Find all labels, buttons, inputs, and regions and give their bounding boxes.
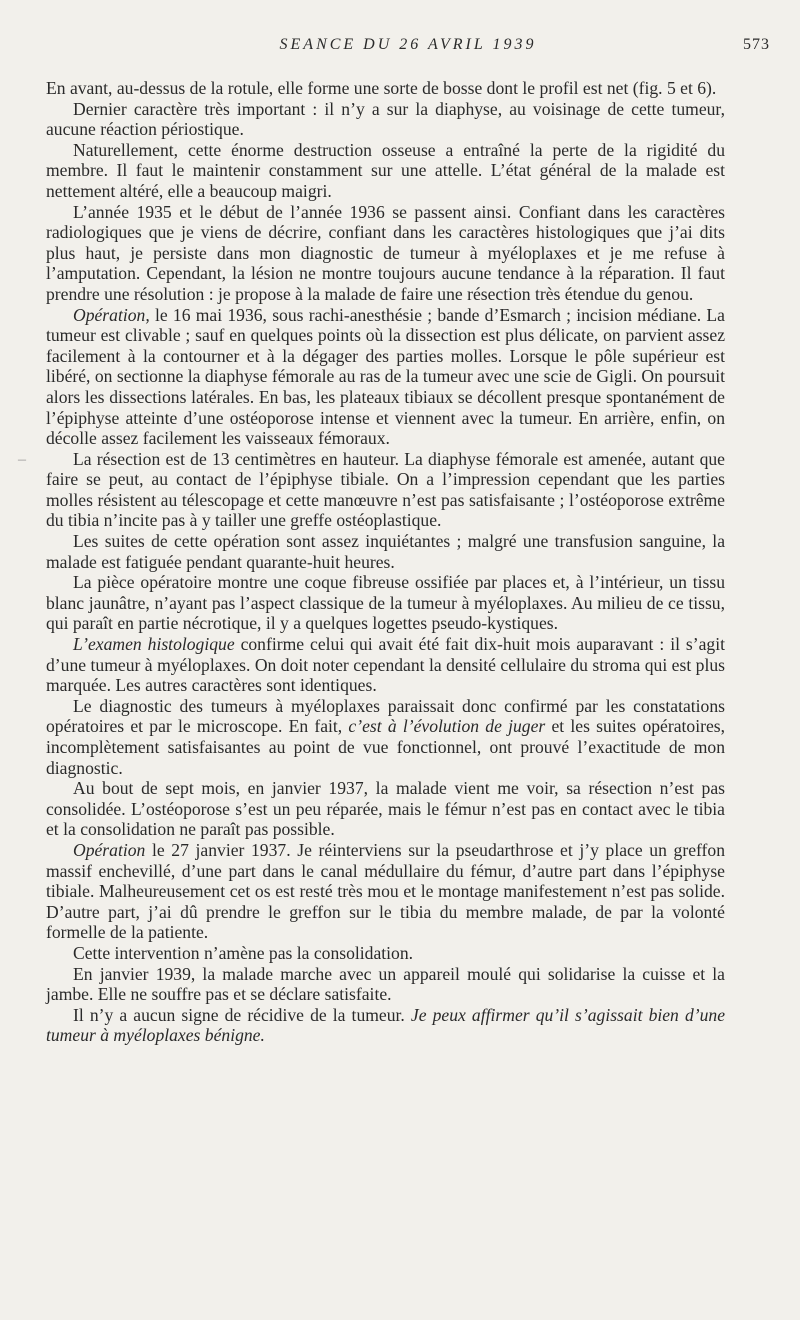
- italic-text: L’examen histologique: [73, 634, 235, 655]
- paragraph: [46, 943, 725, 964]
- paragraph: [46, 99, 725, 140]
- article-body: [46, 78, 725, 1046]
- italic-text: Je peux affirmer qu’il s’agissait bien d’une tumeur à myéloplaxes bénigne.: [46, 1004, 726, 1046]
- paragraph-text: Il n’y a aucun signe de récidive de la tumeur.: [73, 1004, 411, 1025]
- paragraph-text: Naturellement, cette énorme destruction osseuse a entraîné la perte de la rigidité du membre. Il faut le maintenir constamment sur une attelle. L’état général de la malade est nettement altéré, elle a beaucoup maigri.: [46, 139, 725, 201]
- paragraph: [46, 531, 725, 572]
- paragraph-text: confirme celui qui avait été fait dix-huit mois auparavant : il s’agit d’une tumeur à myéloplaxes. On doit noter cependant la densité cellulaire du stroma qui est plus marquée. Les autres caractères sont identiques.: [46, 634, 725, 696]
- paragraph: [46, 696, 725, 778]
- paragraph: [46, 634, 725, 696]
- paragraph-text: La résection est de 13 centimètres en hauteur. La diaphyse fémorale est amenée, autant que faire se peut, au contact de l’épiphyse tibiale. On a l’impression cependant que les parties molles résistent au télescopage et cette manœuvre n’est pas satisfaisante ; l’ostéoporose extrême du tibia n’incite pas à y tailler une greffe ostéoplastique.: [46, 448, 725, 531]
- running-title: SEANCE DU 26 AVRIL 1939: [279, 36, 537, 53]
- paragraph: [46, 964, 725, 1005]
- italic-text: Opération: [73, 839, 146, 860]
- paragraph: [46, 572, 725, 634]
- paragraph-text: Au bout de sept mois, en janvier 1937, la malade vient me voir, sa résection n’est pas consolidée. L’ostéoporose s’est un peu réparée, mais le fémur n’est pas en contact avec le tibia et la consolidation ne paraît pas possible.: [46, 778, 725, 840]
- paragraph: [46, 778, 725, 840]
- paragraph-text: La pièce opératoire montre une coque fibreuse ossifiée par places et, à l’intérieur, un tissu blanc jaunâtre, n’ayant pas l’aspect classique de la tumeur à myéloplaxes. Au milieu de ce tissu, qui paraît en partie nécrotique, il y a quelques logettes pseudo-kystiques.: [46, 572, 725, 634]
- paragraph-text: L’année 1935 et le début de l’année 1936 se passent ainsi. Confiant dans les caractères radiologiques que je viens de décrire, confiant dans les caractères histologiques que j’ai dits plus haut, je persiste dans mon diagnostic de tumeur à myéloplaxes et je me refuse à l’amputation. Cependant, la lésion ne montre toujours aucune tendance à la réparation. Il faut prendre une résolution : je propose à la malade de faire une résection très étendue du genou.: [46, 201, 725, 304]
- paragraph: [46, 202, 725, 305]
- paragraph: [46, 140, 725, 202]
- running-header: [46, 36, 770, 60]
- paragraph: [46, 840, 725, 943]
- margin-mark: –: [18, 451, 26, 468]
- paragraph-text: En avant, au-dessus de la rotule, elle forme une sorte de bosse dont le profil est net (fig. 5 et 6).: [46, 78, 717, 98]
- paragraph-text: le 27 janvier 1937. Je réinterviens sur la pseudarthrose et j’y place un greffon massif enchevillé, d’une part dans le canal médullaire du fémur, d’autre part dans l’épiphyse tibiale. Malheureusement cet os est resté très mou et le montage manifestement n’est pas solide. D’autre part, j’ai dû prendre le greffon sur le tibia du membre malade, de par la volonté formelle de la patiente.: [46, 839, 725, 943]
- paragraph: [46, 1005, 725, 1046]
- paragraph-text: Dernier caractère très important : il n’y a sur la diaphyse, au voisinage de cette tumeur, aucune réaction périostique.: [46, 98, 725, 140]
- paragraph-text: Les suites de cette opération sont assez inquiétantes ; malgré une transfusion sanguine, la malade est fatiguée pendant quarante-huit heures.: [46, 531, 725, 572]
- paragraph: [46, 449, 725, 531]
- page-number: 573: [743, 36, 770, 53]
- paragraph: [46, 305, 725, 449]
- italic-text: c’est à l’évolution de juger: [348, 716, 546, 737]
- paragraph-text: le 16 mai 1936, sous rachi-anesthésie ; bande d’Esmarch ; incision médiane. La tumeur est clivable ; sauf en quelques points où la dissection est plus délicate, on parvient assez facilement à la contourner et à la dégager des parties molles. Lorsque le pôle supérieur est libéré, on sectionne la diaphyse fémorale au ras de la tumeur avec une scie de Gigli. On poursuit alors les dissections latérales. En bas, les plateaux tibiaux se décollent presque spontanément de l’épiphyse atteinte d’une ostéoporose intense et viennent avec la tumeur. En arrière, enfin, on décolle assez facilement les vaisseaux fémoraux.: [46, 304, 725, 449]
- paragraph-text: En janvier 1939, la malade marche avec un appareil moulé qui solidarise la cuisse et la jambe. Elle ne souffre pas et se déclare satisfaite.: [46, 963, 725, 1005]
- paragraph: [46, 78, 725, 99]
- paragraph-text: Le diagnostic des tumeurs à myéloplaxes paraissait donc confirmé par les constatations opératoires et par le microscope. En fait,: [46, 695, 725, 737]
- paragraph-text: Cette intervention n’amène pas la consolidation.: [73, 942, 414, 963]
- italic-text: Opération,: [73, 304, 150, 325]
- paragraph-text: et les suites opératoires, incomplètement satisfaisantes au point de vue fonctionnel, ont prouvé l’exactitude de mon diagnostic.: [46, 716, 726, 778]
